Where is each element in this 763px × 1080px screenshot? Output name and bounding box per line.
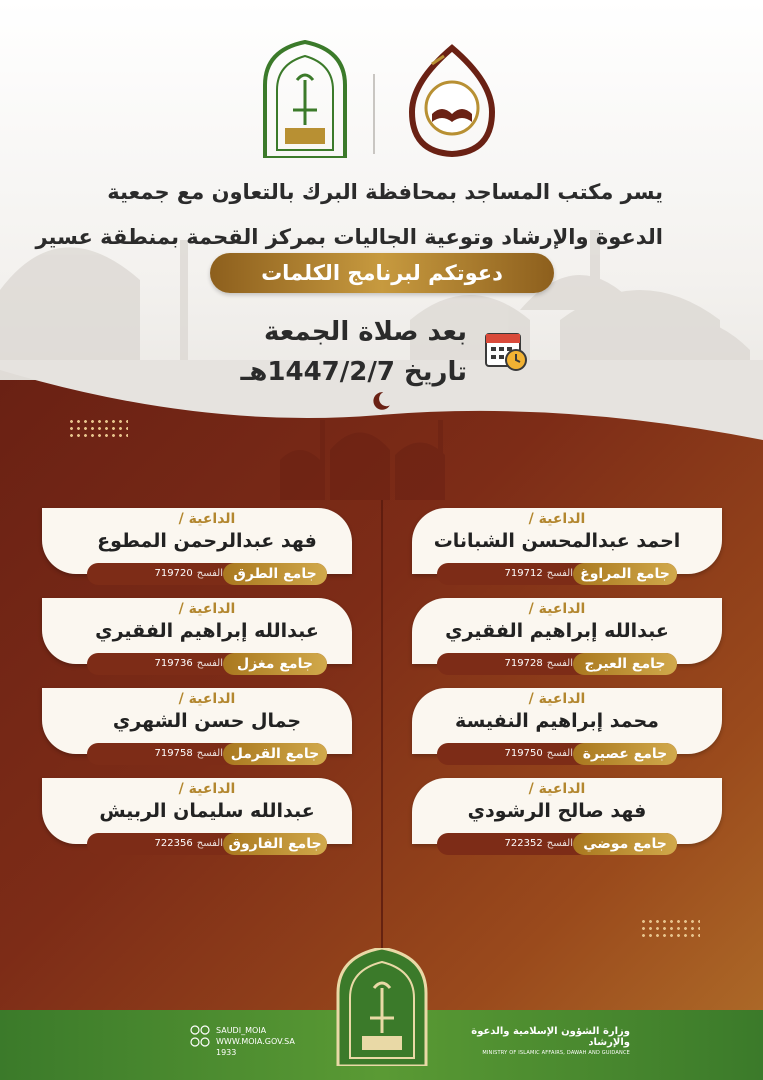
permit-label: الفسح	[546, 838, 573, 849]
speaker-card	[42, 598, 372, 676]
permit-label: الفسح	[546, 568, 573, 579]
speaker-name: احمد عبدالمحسن الشبانات	[433, 530, 681, 552]
mosque-name: جامع القرمل	[223, 743, 327, 765]
speaker-name: عبدالله إبراهيم الفقيري	[95, 620, 319, 642]
mosque-name: جامع موضي	[573, 833, 677, 855]
permit	[449, 653, 573, 675]
permit-label: الفسح	[196, 838, 223, 849]
calendar-clock-icon	[484, 328, 528, 372]
speaker-card	[392, 778, 722, 856]
permit	[99, 653, 223, 675]
social-icons	[190, 1025, 210, 1065]
permit-number: 719720	[154, 568, 193, 579]
social-text	[216, 1025, 295, 1058]
intro-text	[23, 170, 663, 260]
timing-date: تاريخ 1447/2/7هـ	[240, 357, 467, 387]
header-logos	[0, 32, 763, 162]
speaker-role: الداعية /	[178, 601, 236, 617]
website: WWW.MOIA.GOV.SA	[216, 1037, 295, 1046]
timing-after: بعد صلاة الجمعة	[263, 317, 467, 347]
permit	[99, 743, 223, 765]
permit	[99, 563, 223, 585]
speaker-name: عبدالله سليمان الربيش	[99, 800, 315, 822]
permit-number: 719712	[504, 568, 543, 579]
center-divider	[381, 500, 383, 1020]
ministry-name-ar: وزارة الشؤون الإسلامية والدعوة والإرشاد	[471, 1026, 630, 1048]
decorative-dots	[640, 918, 700, 940]
speaker-name: فهد صالح الرشودي	[467, 800, 647, 822]
speaker-role: الداعية /	[178, 781, 236, 797]
phone: 1933	[216, 1048, 237, 1057]
permit	[449, 563, 573, 585]
permit-label: الفسح	[546, 748, 573, 759]
crescent-icon	[370, 390, 392, 412]
mosque-bar	[437, 653, 677, 675]
intro-line-1: يسر مكتب المساجد بمحافظة البرك بالتعاون مع جمعية	[107, 180, 663, 204]
footer-ministry	[440, 1026, 630, 1056]
speaker-name: جمال حسن الشهري	[112, 710, 302, 732]
social-handle: SAUDI_MOIA	[216, 1026, 267, 1035]
association-logo	[392, 42, 512, 160]
mosque-bar	[87, 653, 327, 675]
speaker-name: فهد عبدالرحمن المطوع	[97, 530, 317, 552]
mosque-name: جامع الفاروق	[223, 833, 327, 855]
permit-number: 722352	[504, 838, 543, 849]
ministry-name-en: MINISTRY OF ISLAMIC AFFAIRS, DAWAH AND GUIDANCE	[482, 1050, 630, 1056]
timing-block	[240, 312, 467, 392]
permit	[449, 833, 573, 855]
permit-label: الفسح	[196, 658, 223, 669]
mosque-bar	[437, 833, 677, 855]
mosque-bar	[87, 833, 327, 855]
mosque-name: جامع المراوغ	[573, 563, 677, 585]
permit-label: الفسح	[196, 568, 223, 579]
speaker-card	[392, 598, 722, 676]
ministry-footer-logo	[334, 948, 430, 1066]
speaker-card	[42, 688, 372, 766]
mosque-bar	[437, 563, 677, 585]
mosque-name: جامع الطرق	[223, 563, 327, 585]
permit-number: 719728	[504, 658, 543, 669]
permit-label: الفسح	[196, 748, 223, 759]
speaker-role: الداعية /	[528, 781, 586, 797]
intro-line-2: الدعوة والإرشاد وتوعية الجاليات بمركز القحمة بمنطقة عسير	[35, 225, 663, 249]
speaker-name: محمد إبراهيم النفيسة	[455, 710, 659, 732]
mosque-name: جامع عصيرة	[573, 743, 677, 765]
permit-number: 719758	[154, 748, 193, 759]
mosque-bar	[437, 743, 677, 765]
permit	[449, 743, 573, 765]
speaker-role: الداعية /	[528, 511, 586, 527]
program-banner: دعوتكم لبرنامج الكلمات	[210, 253, 554, 293]
speaker-name: عبدالله إبراهيم الفقيري	[445, 620, 669, 642]
mosque-name: جامع مغزل	[223, 653, 327, 675]
speaker-role: الداعية /	[178, 511, 236, 527]
permit-label: الفسح	[546, 658, 573, 669]
permit	[99, 833, 223, 855]
speaker-card	[42, 508, 372, 586]
speaker-role: الداعية /	[528, 601, 586, 617]
mosque-bar	[87, 743, 327, 765]
speaker-card	[392, 508, 722, 586]
mosque-bar	[87, 563, 327, 585]
permit-number: 719736	[154, 658, 193, 669]
permit-number: 719750	[504, 748, 543, 759]
speaker-role: الداعية /	[178, 691, 236, 707]
speaker-role: الداعية /	[528, 691, 586, 707]
speaker-card	[392, 688, 722, 766]
decorative-dots	[68, 418, 128, 440]
permit-number: 722356	[154, 838, 193, 849]
speaker-card	[42, 778, 372, 856]
ministry-logo	[255, 40, 355, 158]
mosque-name: جامع العيرج	[573, 653, 677, 675]
logo-divider	[373, 74, 375, 154]
